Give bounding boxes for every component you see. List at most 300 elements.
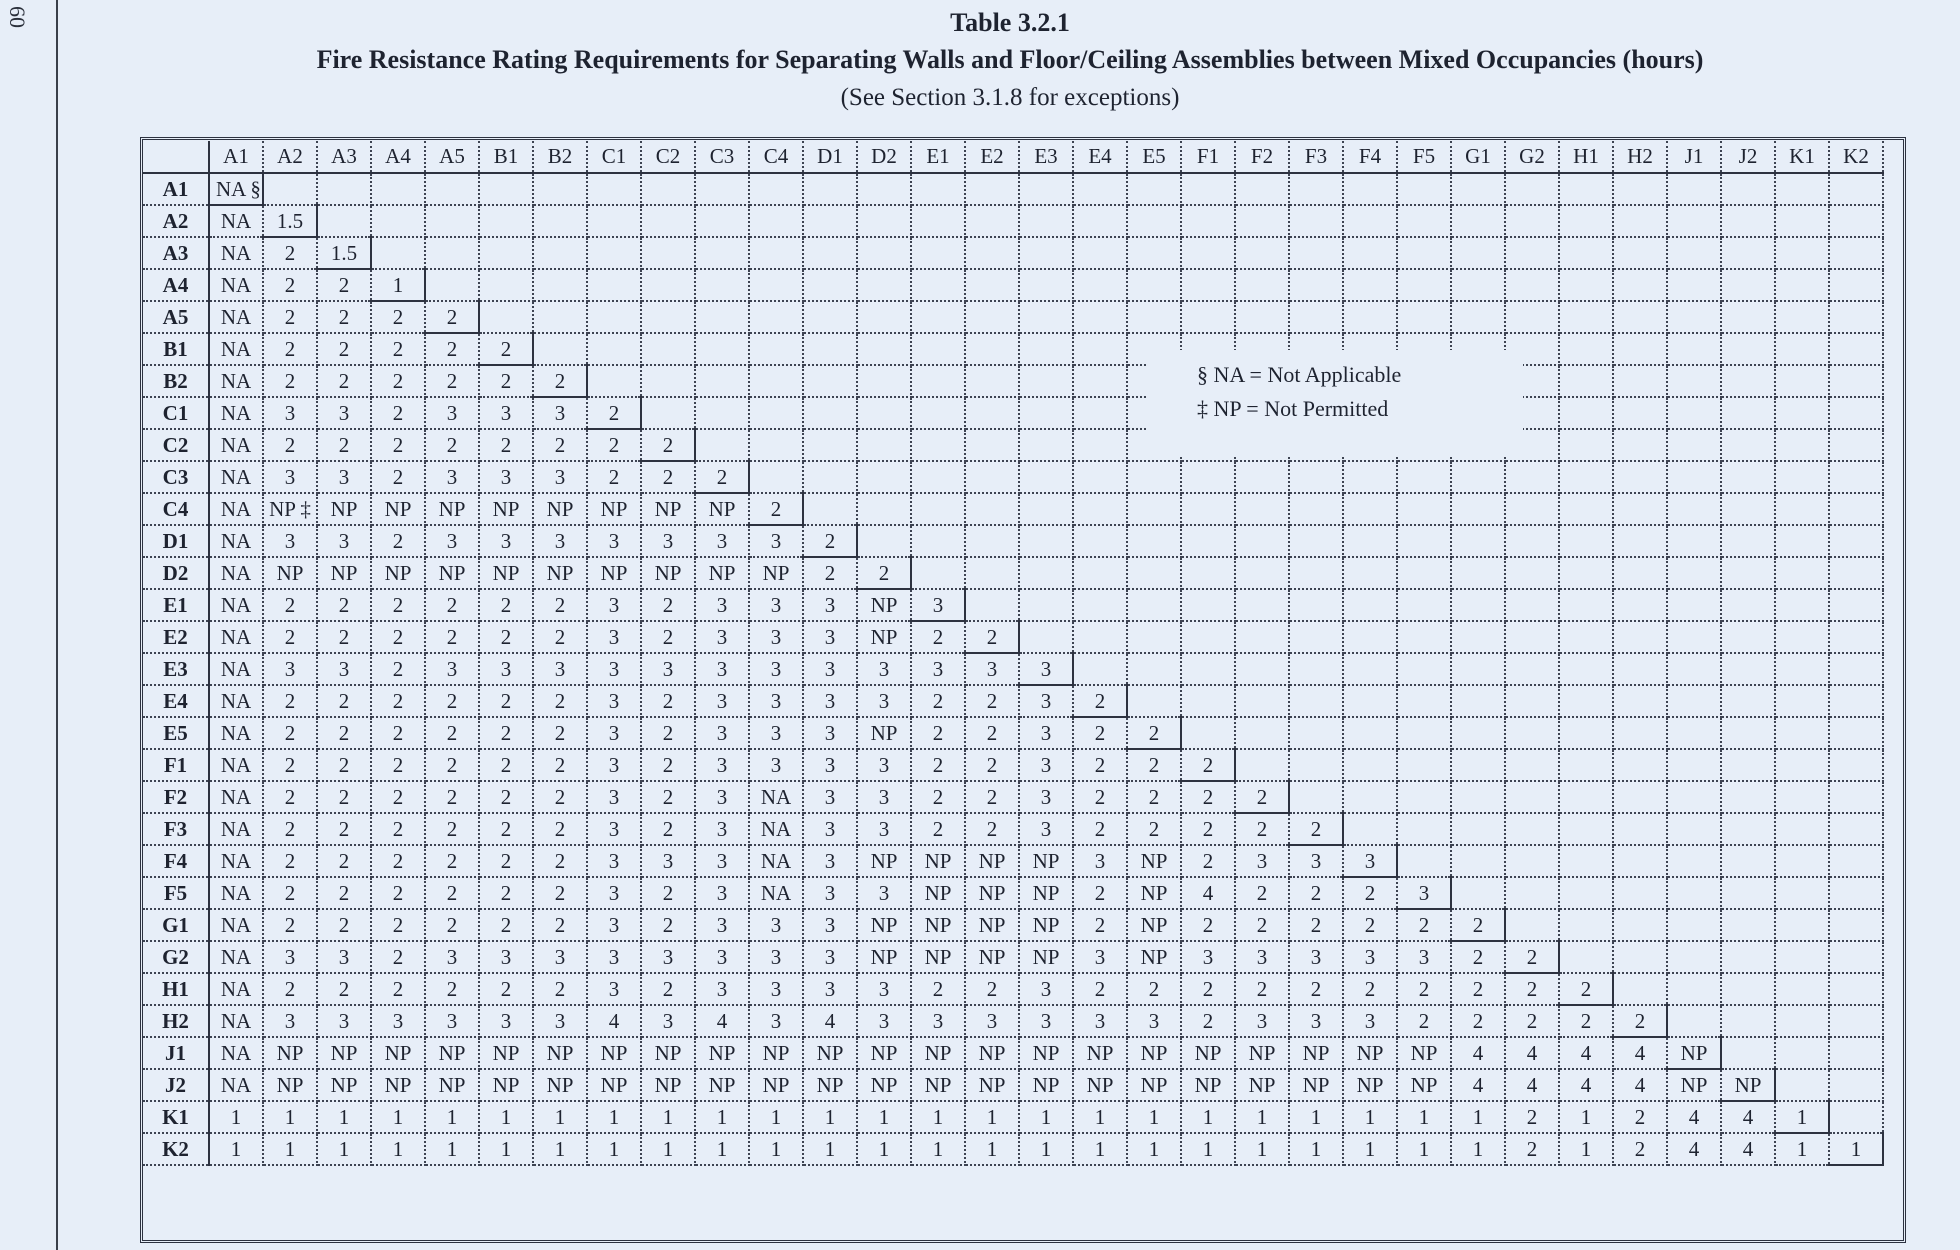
- rating-cell: 2: [263, 237, 317, 269]
- rating-cell: NP: [479, 1069, 533, 1101]
- rating-cell: 4: [1721, 1133, 1775, 1165]
- rating-cell: 2: [965, 621, 1019, 653]
- empty-cell: [1235, 173, 1289, 205]
- rating-cell: 2: [425, 301, 479, 333]
- rating-cell: NA: [209, 333, 263, 365]
- rating-cell: NP: [263, 1069, 317, 1101]
- empty-cell: [1721, 173, 1775, 205]
- rating-cell: 1: [209, 1101, 263, 1133]
- rating-cell: 3: [1019, 685, 1073, 717]
- rating-cell: 3: [803, 877, 857, 909]
- rating-cell: 2: [371, 685, 425, 717]
- rating-cell: 3: [263, 397, 317, 429]
- empty-cell: [641, 237, 695, 269]
- row-header: C2: [143, 429, 209, 461]
- rating-cell: 2: [1613, 1133, 1667, 1165]
- empty-cell: [1721, 1037, 1775, 1069]
- empty-cell: [1775, 1005, 1829, 1037]
- rating-cell: 3: [803, 941, 857, 973]
- empty-cell: [1721, 301, 1775, 333]
- rating-cell: 3: [857, 685, 911, 717]
- rating-cell: 1: [749, 1101, 803, 1133]
- rating-cell: 2: [911, 813, 965, 845]
- table-row: [143, 621, 1883, 653]
- empty-cell: [1667, 397, 1721, 429]
- table-row: [143, 1005, 1883, 1037]
- column-header: F5: [1397, 141, 1451, 173]
- empty-cell: [1667, 781, 1721, 813]
- empty-cell: [965, 333, 1019, 365]
- row-header: D1: [143, 525, 209, 557]
- rating-cell: 2: [425, 813, 479, 845]
- rating-cell: 3: [695, 685, 749, 717]
- rating-cell: 3: [587, 941, 641, 973]
- empty-cell: [1181, 301, 1235, 333]
- column-header: H1: [1559, 141, 1613, 173]
- empty-cell: [857, 429, 911, 461]
- rating-cell: 3: [803, 621, 857, 653]
- empty-cell: [1775, 525, 1829, 557]
- row-header: A4: [143, 269, 209, 301]
- empty-cell: [1613, 941, 1667, 973]
- empty-cell: [695, 333, 749, 365]
- empty-cell: [1127, 237, 1181, 269]
- rating-cell: 2: [1181, 781, 1235, 813]
- rating-cell: NP: [1127, 1037, 1181, 1069]
- empty-cell: [1775, 237, 1829, 269]
- empty-cell: [749, 429, 803, 461]
- rating-cell: NP: [1397, 1037, 1451, 1069]
- rating-cell: NA: [209, 1037, 263, 1069]
- empty-cell: [1559, 653, 1613, 685]
- rating-cell: NP: [965, 909, 1019, 941]
- empty-cell: [1181, 237, 1235, 269]
- empty-cell: [1559, 269, 1613, 301]
- rating-cell: 2: [425, 749, 479, 781]
- row-header: A1: [143, 173, 209, 205]
- rating-cell: NA: [209, 461, 263, 493]
- rating-cell: 2: [317, 269, 371, 301]
- empty-cell: [1397, 685, 1451, 717]
- empty-cell: [1613, 685, 1667, 717]
- empty-cell: [425, 173, 479, 205]
- empty-cell: [857, 493, 911, 525]
- empty-cell: [803, 397, 857, 429]
- rating-cell: 3: [587, 813, 641, 845]
- empty-cell: [1829, 877, 1883, 909]
- empty-cell: [1505, 781, 1559, 813]
- empty-cell: [1721, 621, 1775, 653]
- empty-cell: [1181, 557, 1235, 589]
- table-row: [143, 1101, 1883, 1133]
- empty-cell: [1019, 269, 1073, 301]
- empty-cell: [803, 365, 857, 397]
- rating-cell: 4: [1559, 1069, 1613, 1101]
- rating-cell: NP: [425, 1037, 479, 1069]
- empty-cell: [1019, 525, 1073, 557]
- rating-cell: NA: [209, 237, 263, 269]
- rating-cell: NA: [209, 653, 263, 685]
- empty-cell: [1505, 877, 1559, 909]
- empty-cell: [1289, 237, 1343, 269]
- column-header: B2: [533, 141, 587, 173]
- rating-cell: 3: [749, 685, 803, 717]
- empty-cell: [1775, 397, 1829, 429]
- empty-cell: [1775, 1069, 1829, 1101]
- empty-cell: [1181, 525, 1235, 557]
- empty-cell: [965, 365, 1019, 397]
- rating-cell: 3: [587, 909, 641, 941]
- empty-cell: [1073, 493, 1127, 525]
- rating-cell: NP: [857, 909, 911, 941]
- rating-cell: 2: [479, 365, 533, 397]
- rating-cell: 3: [695, 717, 749, 749]
- empty-cell: [1559, 877, 1613, 909]
- empty-cell: [1667, 365, 1721, 397]
- rating-cell: 2: [371, 429, 425, 461]
- empty-cell: [1829, 205, 1883, 237]
- rating-cell: 3: [641, 653, 695, 685]
- empty-cell: [1505, 237, 1559, 269]
- empty-cell: [1613, 173, 1667, 205]
- empty-cell: [1019, 301, 1073, 333]
- empty-cell: [1559, 397, 1613, 429]
- empty-cell: [1667, 813, 1721, 845]
- empty-cell: [1289, 301, 1343, 333]
- rating-cell: 1: [479, 1133, 533, 1165]
- rating-cell: 1: [857, 1101, 911, 1133]
- rating-cell: 3: [803, 589, 857, 621]
- rating-cell: 2: [371, 589, 425, 621]
- empty-cell: [1829, 589, 1883, 621]
- row-header: H2: [143, 1005, 209, 1037]
- empty-cell: [1397, 621, 1451, 653]
- empty-cell: [1721, 749, 1775, 781]
- rating-cell: 2: [641, 781, 695, 813]
- rating-cell: NA: [209, 1069, 263, 1101]
- empty-cell: [1451, 589, 1505, 621]
- empty-cell: [749, 333, 803, 365]
- empty-cell: [803, 269, 857, 301]
- rating-cell: 2: [425, 877, 479, 909]
- empty-cell: [1397, 461, 1451, 493]
- empty-cell: [1613, 877, 1667, 909]
- rating-cell: 3: [371, 1005, 425, 1037]
- rating-cell: 3: [1289, 1005, 1343, 1037]
- rating-cell: 1: [371, 1133, 425, 1165]
- rating-cell: 3: [911, 589, 965, 621]
- empty-cell: [533, 205, 587, 237]
- rating-cell: 2: [911, 621, 965, 653]
- empty-cell: [1451, 749, 1505, 781]
- rating-cell: 3: [479, 461, 533, 493]
- rating-cell: 1: [1127, 1133, 1181, 1165]
- rating-cell: 2: [911, 685, 965, 717]
- empty-cell: [695, 301, 749, 333]
- empty-cell: [749, 269, 803, 301]
- empty-cell: [1289, 653, 1343, 685]
- column-header: E1: [911, 141, 965, 173]
- empty-cell: [263, 173, 317, 205]
- rating-cell: 3: [1397, 877, 1451, 909]
- column-header: E3: [1019, 141, 1073, 173]
- empty-cell: [1829, 173, 1883, 205]
- rating-cell: 3: [803, 717, 857, 749]
- empty-cell: [1613, 589, 1667, 621]
- column-header: H2: [1613, 141, 1667, 173]
- empty-cell: [1559, 749, 1613, 781]
- empty-cell: [1559, 237, 1613, 269]
- table-subtitle: Fire Resistance Rating Requirements for Separating Walls and Floor/Ceiling Assemblies between Mixed Occupancies (hours): [316, 45, 1704, 74]
- rating-cell: 3: [911, 1005, 965, 1037]
- rating-cell: 3: [641, 941, 695, 973]
- empty-cell: [1343, 557, 1397, 589]
- empty-cell: [1775, 877, 1829, 909]
- empty-cell: [965, 525, 1019, 557]
- table-row: [143, 653, 1883, 685]
- table-row: [143, 1133, 1883, 1165]
- empty-cell: [1613, 653, 1667, 685]
- empty-cell: [911, 525, 965, 557]
- rating-cell: 3: [587, 621, 641, 653]
- empty-cell: [1829, 749, 1883, 781]
- empty-cell: [965, 173, 1019, 205]
- column-header: K1: [1775, 141, 1829, 173]
- row-header: G1: [143, 909, 209, 941]
- rating-cell: 1: [1289, 1101, 1343, 1133]
- rating-cell: 3: [857, 813, 911, 845]
- row-header: K2: [143, 1133, 209, 1165]
- empty-cell: [1235, 461, 1289, 493]
- rating-cell: 1: [1829, 1133, 1883, 1165]
- rating-cell: 1: [533, 1133, 587, 1165]
- rating-cell: 2: [263, 301, 317, 333]
- empty-cell: [1451, 461, 1505, 493]
- rating-cell: 2: [587, 461, 641, 493]
- rating-cell: 1: [1019, 1133, 1073, 1165]
- legend: [1147, 350, 1523, 456]
- rating-cell: 4: [695, 1005, 749, 1037]
- empty-cell: [911, 429, 965, 461]
- rating-cell: 2: [857, 557, 911, 589]
- empty-cell: [1127, 205, 1181, 237]
- rating-cell: NA: [209, 909, 263, 941]
- rating-cell: 2: [1181, 845, 1235, 877]
- rating-cell: NP: [911, 1037, 965, 1069]
- table-row: [143, 365, 1883, 397]
- rating-cell: 1: [695, 1101, 749, 1133]
- empty-cell: [587, 269, 641, 301]
- rating-cell: 2: [317, 429, 371, 461]
- empty-cell: [1613, 973, 1667, 1005]
- rating-cell: 2: [263, 845, 317, 877]
- empty-cell: [1559, 461, 1613, 493]
- rating-cell: 3: [263, 461, 317, 493]
- rating-cell: 2: [641, 589, 695, 621]
- empty-cell: [1559, 493, 1613, 525]
- rating-cell: 3: [695, 749, 749, 781]
- rating-cell: 1: [425, 1101, 479, 1133]
- empty-cell: [1289, 685, 1343, 717]
- empty-cell: [1667, 429, 1721, 461]
- rating-cell: NP: [587, 1069, 641, 1101]
- empty-cell: [1775, 205, 1829, 237]
- empty-cell: [1721, 205, 1775, 237]
- rating-cell: 4: [587, 1005, 641, 1037]
- rating-cell: 2: [641, 717, 695, 749]
- rating-cell: NP: [533, 1037, 587, 1069]
- rating-cell: 2: [479, 749, 533, 781]
- rating-cell: NA: [209, 845, 263, 877]
- rating-cell: 2: [533, 877, 587, 909]
- table-row: [143, 941, 1883, 973]
- empty-cell: [1343, 813, 1397, 845]
- rating-cell: 3: [965, 653, 1019, 685]
- rating-cell: 2: [263, 749, 317, 781]
- rating-cell: 3: [587, 749, 641, 781]
- table-row: [143, 173, 1883, 205]
- rating-cell: 2: [317, 909, 371, 941]
- column-header: A5: [425, 141, 479, 173]
- empty-cell: [1073, 525, 1127, 557]
- empty-cell: [1505, 557, 1559, 589]
- rating-cell: 3: [857, 781, 911, 813]
- empty-cell: [1343, 525, 1397, 557]
- rating-cell: 3: [749, 621, 803, 653]
- rating-cell: 2: [425, 973, 479, 1005]
- column-header: K2: [1829, 141, 1883, 173]
- rating-cell: 1: [1235, 1101, 1289, 1133]
- rating-cell: NA: [209, 365, 263, 397]
- rating-cell: NP: [1019, 1037, 1073, 1069]
- rating-cell: 4: [1667, 1133, 1721, 1165]
- rating-cell: NP: [1667, 1037, 1721, 1069]
- rating-cell: 2: [479, 877, 533, 909]
- empty-cell: [1073, 237, 1127, 269]
- rating-cell: NA: [209, 429, 263, 461]
- empty-cell: [1289, 717, 1343, 749]
- table-row: [143, 237, 1883, 269]
- column-header: J1: [1667, 141, 1721, 173]
- empty-cell: [1019, 493, 1073, 525]
- empty-cell: [1181, 685, 1235, 717]
- empty-cell: [1019, 333, 1073, 365]
- empty-cell: [1235, 685, 1289, 717]
- column-header: A1: [209, 141, 263, 173]
- rating-cell: NP: [1235, 1069, 1289, 1101]
- rating-cell: 3: [1073, 941, 1127, 973]
- rating-cell: 1: [263, 1133, 317, 1165]
- rating-cell: 3: [695, 781, 749, 813]
- column-header: E2: [965, 141, 1019, 173]
- empty-cell: [1829, 1069, 1883, 1101]
- empty-cell: [1505, 813, 1559, 845]
- rating-cell: NP: [965, 1037, 1019, 1069]
- rating-cell: 2: [1451, 909, 1505, 941]
- empty-cell: [965, 301, 1019, 333]
- rating-cell: 3: [695, 973, 749, 1005]
- empty-cell: [1829, 557, 1883, 589]
- rating-cell: 3: [1181, 941, 1235, 973]
- rating-cell: 3: [587, 973, 641, 1005]
- empty-cell: [1127, 269, 1181, 301]
- empty-cell: [1775, 717, 1829, 749]
- column-header: F2: [1235, 141, 1289, 173]
- row-header: B2: [143, 365, 209, 397]
- rating-cell: 2: [1127, 717, 1181, 749]
- empty-cell: [1451, 845, 1505, 877]
- rating-cell: 3: [479, 397, 533, 429]
- rating-cell: NP: [803, 1037, 857, 1069]
- empty-cell: [1829, 653, 1883, 685]
- column-header: C4: [749, 141, 803, 173]
- rating-cell: 2: [371, 653, 425, 685]
- rating-cell: NA: [209, 493, 263, 525]
- rating-cell: 4: [1559, 1037, 1613, 1069]
- rating-cell: 2: [317, 749, 371, 781]
- table-title: Table 3.2.1: [950, 8, 1070, 37]
- empty-cell: [1505, 621, 1559, 653]
- empty-cell: [695, 397, 749, 429]
- rating-cell: 2: [479, 813, 533, 845]
- empty-cell: [1343, 621, 1397, 653]
- empty-cell: [1559, 365, 1613, 397]
- empty-cell: [1019, 237, 1073, 269]
- rating-cell: 3: [1073, 845, 1127, 877]
- table-row: [143, 749, 1883, 781]
- rating-cell: 2: [1289, 877, 1343, 909]
- empty-cell: [1451, 621, 1505, 653]
- rating-cell: 2: [425, 781, 479, 813]
- rating-cell: NP: [263, 1037, 317, 1069]
- rating-cell: NP: [371, 557, 425, 589]
- rating-cell: 3: [479, 1005, 533, 1037]
- empty-cell: [1181, 589, 1235, 621]
- rating-cell: 2: [263, 813, 317, 845]
- rating-cell: NA: [749, 781, 803, 813]
- empty-cell: [1127, 685, 1181, 717]
- empty-cell: [1667, 557, 1721, 589]
- empty-cell: [1397, 557, 1451, 589]
- rating-cell: 2: [1127, 781, 1181, 813]
- empty-cell: [1721, 781, 1775, 813]
- rating-cell: 1: [1775, 1101, 1829, 1133]
- empty-cell: [1235, 493, 1289, 525]
- empty-cell: [1667, 845, 1721, 877]
- rating-cell: 4: [1451, 1037, 1505, 1069]
- empty-cell: [803, 429, 857, 461]
- rating-cell: 3: [695, 621, 749, 653]
- empty-cell: [1343, 493, 1397, 525]
- empty-cell: [1127, 525, 1181, 557]
- empty-cell: [1721, 365, 1775, 397]
- rating-cell: 2: [803, 525, 857, 557]
- row-header: E1: [143, 589, 209, 621]
- rating-cell: 3: [695, 909, 749, 941]
- row-header: C1: [143, 397, 209, 429]
- rating-cell: 2: [425, 717, 479, 749]
- rating-cell: 2: [263, 685, 317, 717]
- empty-cell: [1721, 941, 1775, 973]
- empty-cell: [1397, 813, 1451, 845]
- rating-cell: NP: [1289, 1069, 1343, 1101]
- rating-cell: 2: [479, 909, 533, 941]
- table-row: [143, 685, 1883, 717]
- empty-cell: [749, 301, 803, 333]
- empty-cell: [965, 557, 1019, 589]
- empty-cell: [1829, 429, 1883, 461]
- empty-cell: [1559, 333, 1613, 365]
